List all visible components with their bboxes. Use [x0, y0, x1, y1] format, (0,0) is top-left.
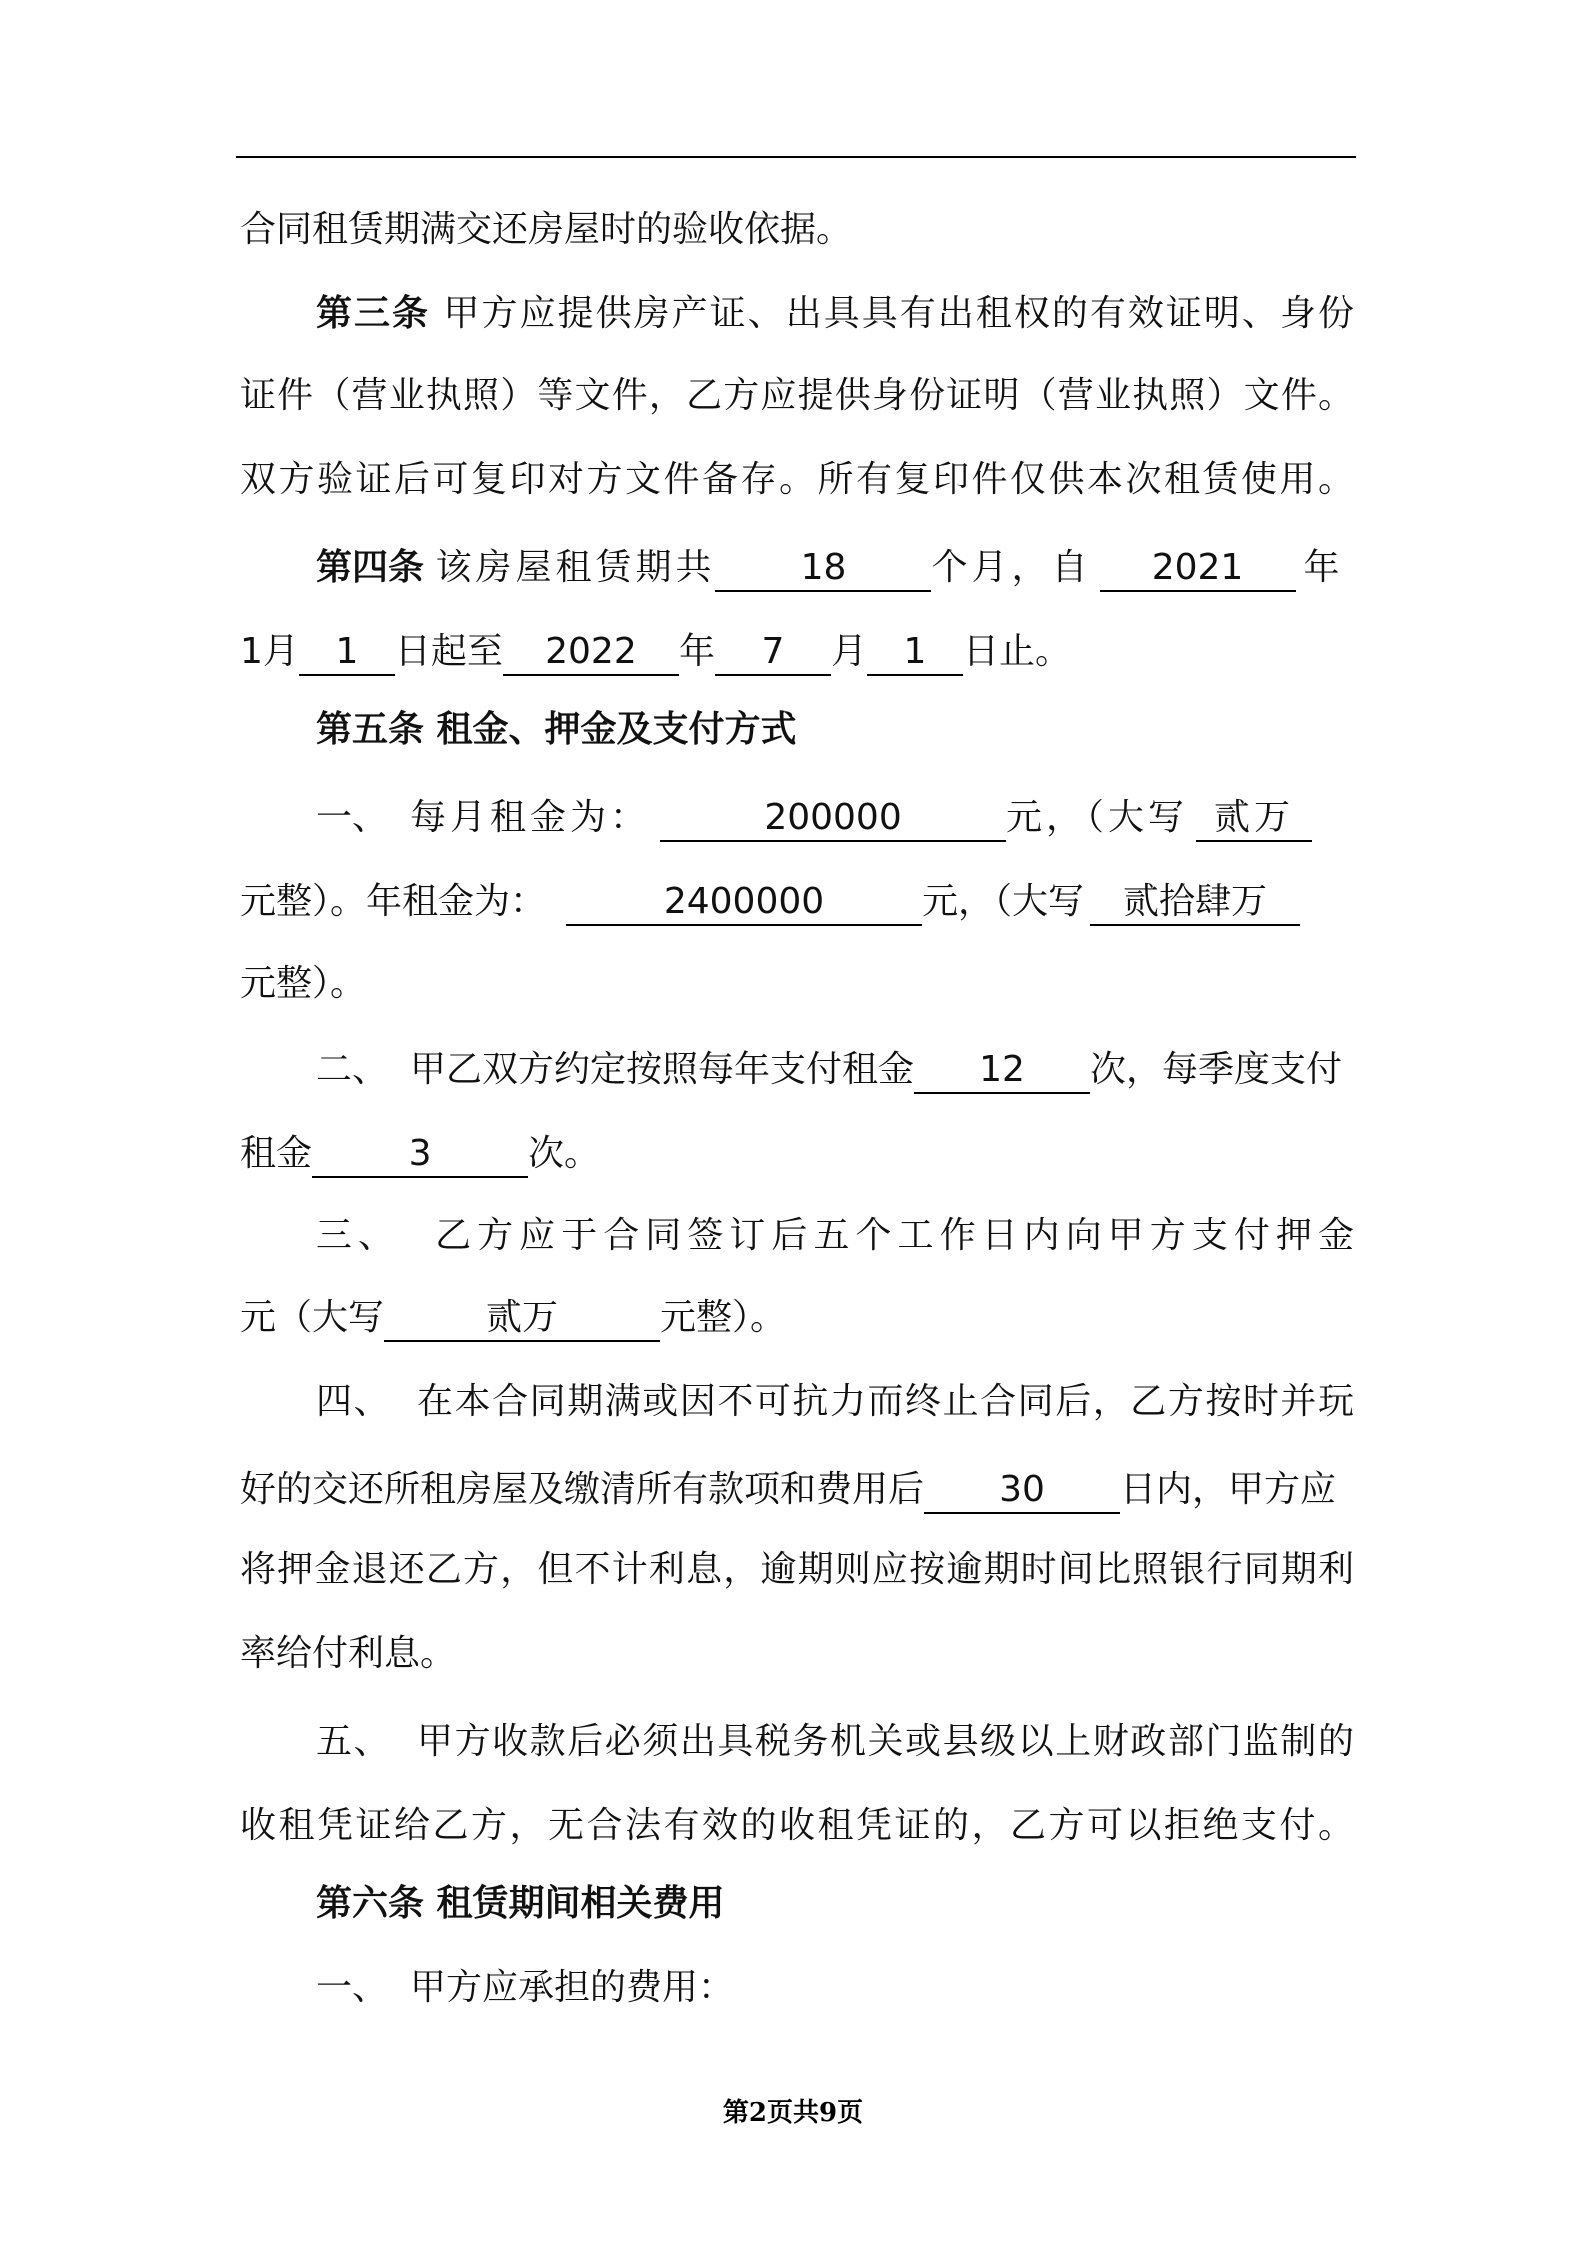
- end-month-field: 7: [715, 630, 831, 676]
- article-5-title: 第五条 租金、押金及支付方式: [316, 709, 797, 750]
- article-4-line-2: 1月 1 日起至 2022 年 7 月 1 日止。: [240, 628, 1354, 676]
- start-year-field: 2021: [1100, 546, 1296, 592]
- article-5-item-1-line-1: 一、 每月租金为： 200000 元，（大写 贰万: [240, 794, 1354, 842]
- monthly-rent-field: 200000: [660, 796, 1006, 842]
- article-label: 第三条: [316, 293, 431, 334]
- article-6-item-1: 一、 甲方应承担的费用：: [316, 1967, 735, 2008]
- monthly-rent-cn-field: 贰万: [1196, 796, 1312, 842]
- article-5-item-1-line-2: 元整）。年租金为： 2400000 元，（大写 贰拾肆万: [240, 878, 1354, 926]
- text-line: 合同租赁期满交还房屋时的验收依据。: [240, 209, 853, 250]
- refund-days-field: 30: [924, 1468, 1120, 1514]
- article-5-item-1-line-3: 元整）。: [240, 963, 367, 1004]
- article-5-item-4-line-2: 好的交还所租房屋及缴清所有款项和费用后 30 日内，甲方应: [240, 1466, 1354, 1514]
- header-rule: [236, 156, 1356, 158]
- annual-rent-field: 2400000: [566, 880, 922, 926]
- article-3-line-1: 第三条 甲方应提供房产证、出具具有出租权的有效证明、身份: [316, 293, 1354, 334]
- end-year-field: 2022: [503, 630, 679, 676]
- article-5-item-3-line-2: 元（大写 贰万 元整）。: [240, 1294, 1354, 1342]
- payments-per-quarter-field: 3: [312, 1132, 528, 1178]
- end-day-field: 1: [867, 630, 963, 676]
- article-5-item-4-line-3: 将押金退还乙方，但不计利息，逾期则应按逾期时间比照银行同期利: [240, 1549, 1354, 1590]
- article-label: 第四条: [316, 547, 425, 588]
- article-4-line-1: 第四条 该房屋租赁期共 18 个月，自 2021 年: [240, 544, 1354, 592]
- article-5-item-4-line-4: 率给付利息。: [240, 1633, 457, 1674]
- article-5-item-4-line-1: 四、 在本合同期满或因不可抗力而终止合同后，乙方按时并玩: [316, 1381, 1354, 1422]
- deposit-cn-field: 贰万: [384, 1296, 660, 1342]
- article-5-item-2-line-1: 二、 甲乙双方约定按照每年支付租金 12 次，每季度支付: [240, 1046, 1354, 1094]
- article-6-title: 第六条 租赁期间相关费用: [316, 1883, 725, 1924]
- payments-per-year-field: 12: [914, 1048, 1090, 1094]
- article-5-item-5-line-1: 五、 甲方收款后必须出具税务机关或县级以上财政部门监制的: [316, 1721, 1354, 1762]
- annual-rent-cn-field: 贰拾肆万: [1090, 880, 1300, 926]
- article-3-line-2: 证件（营业执照）等文件，乙方应提供身份证明（营业执照）文件。: [240, 375, 1354, 416]
- article-5-item-5-line-2: 收租凭证给乙方，无合法有效的收租凭证的，乙方可以拒绝支付。: [240, 1805, 1354, 1846]
- lease-months-field: 18: [715, 546, 931, 592]
- page-number: 第2页共9页: [722, 2098, 864, 2128]
- article-3-line-3: 双方验证后可复印对方文件备存。所有复印件仅供本次租赁使用。: [240, 459, 1354, 500]
- article-5-item-3-line-1: 三、 乙方应于合同签订后五个工作日内向甲方支付押金: [316, 1215, 1354, 1256]
- article-5-item-2-line-2: 租金 3 次。: [240, 1130, 1354, 1178]
- start-day-field: 1: [299, 630, 395, 676]
